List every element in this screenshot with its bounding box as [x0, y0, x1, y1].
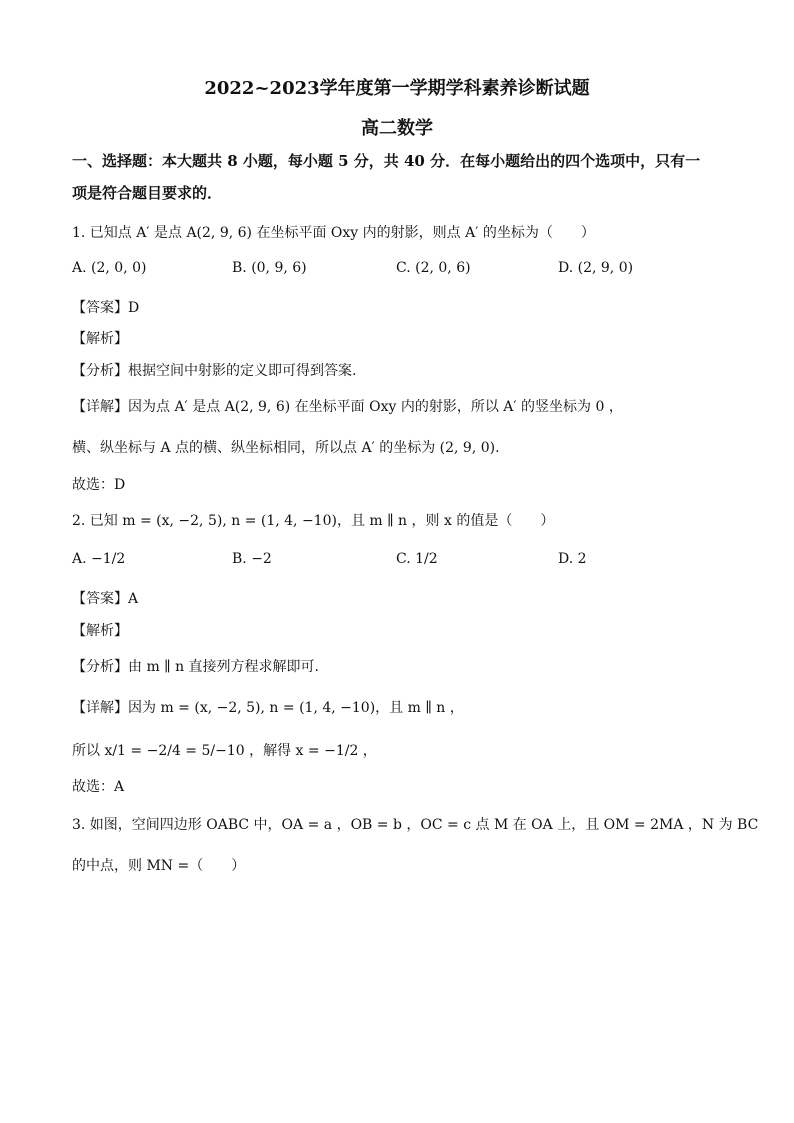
q1-detail-line2: 横、纵坐标与 A 点的横、纵坐标相同，所以点 A′ 的坐标为 (2, 9, 0).	[72, 440, 500, 456]
q1-option-b: B. (0, 9, 6)	[232, 260, 307, 276]
q3-stem-line2: 的中点，则 MN =（ ）	[72, 858, 246, 874]
section-heading-line2: 项是符合题目要求的．	[72, 184, 223, 202]
q2-choose: 故选：A	[72, 779, 125, 795]
q1-choose: 故选：D	[72, 477, 126, 493]
exam-subject: 高二数学	[361, 118, 433, 139]
q1-jiexi-label: 【解析】	[72, 331, 128, 347]
q2-stem: 2. 已知 m = (x, −2, 5), n = (1, 4, −10)，且 m ∥ n ，则 x 的值是（ ）	[72, 513, 555, 529]
q2-answer: 【答案】A	[72, 591, 139, 607]
q2-analysis: 【分析】由 m ∥ n 直接列方程求解即可.	[72, 659, 320, 675]
q2-option-c: C. 1/2	[396, 551, 438, 567]
q1-stem: 1. 已知点 A′ 是点 A(2, 9, 6) 在坐标平面 Oxy 内的射影，则点 A′ 的坐标为（ ）	[72, 225, 595, 241]
q1-answer: 【答案】D	[72, 300, 140, 316]
q1-detail-line1: 【详解】因为点 A′ 是点 A(2, 9, 6) 在坐标平面 Oxy 内的射影，所以 A′ 的竖坐标为 0 ，	[72, 399, 623, 415]
q2-detail-line2: 所以 x/1 = −2/4 = 5/−10 ，解得 x = −1/2 ，	[72, 743, 377, 759]
exam-title: 2022~2023学年度第一学期学科素养诊断试题	[204, 78, 590, 99]
q2-option-a: A. −1/2	[72, 551, 126, 567]
q2-jiexi-label: 【解析】	[72, 623, 128, 639]
section-heading-line1: 一、选择题：本大题共 8 小题，每小题 5 分，共 40 分．在每小题给出的四个选项中，只有一	[72, 152, 701, 170]
q1-option-a: A. (2, 0, 0)	[72, 260, 147, 276]
q3-stem-line1: 3. 如图，空间四边形 OABC 中，OA = a ，OB = b ，OC = c 点 M 在 OA 上，且 OM = 2MA ，N 为 BC	[72, 817, 759, 833]
q1-option-d: D. (2, 9, 0)	[558, 260, 634, 276]
q2-detail-line1: 【详解】因为 m = (x, −2, 5), n = (1, 4, −10)，且 m ∥ n ，	[72, 700, 464, 716]
q1-analysis: 【分析】根据空间中射影的定义即可得到答案.	[72, 363, 357, 379]
q2-option-d: D. 2	[558, 551, 587, 567]
q1-option-c: C. (2, 0, 6)	[396, 260, 471, 276]
q2-option-b: B. −2	[232, 551, 272, 567]
